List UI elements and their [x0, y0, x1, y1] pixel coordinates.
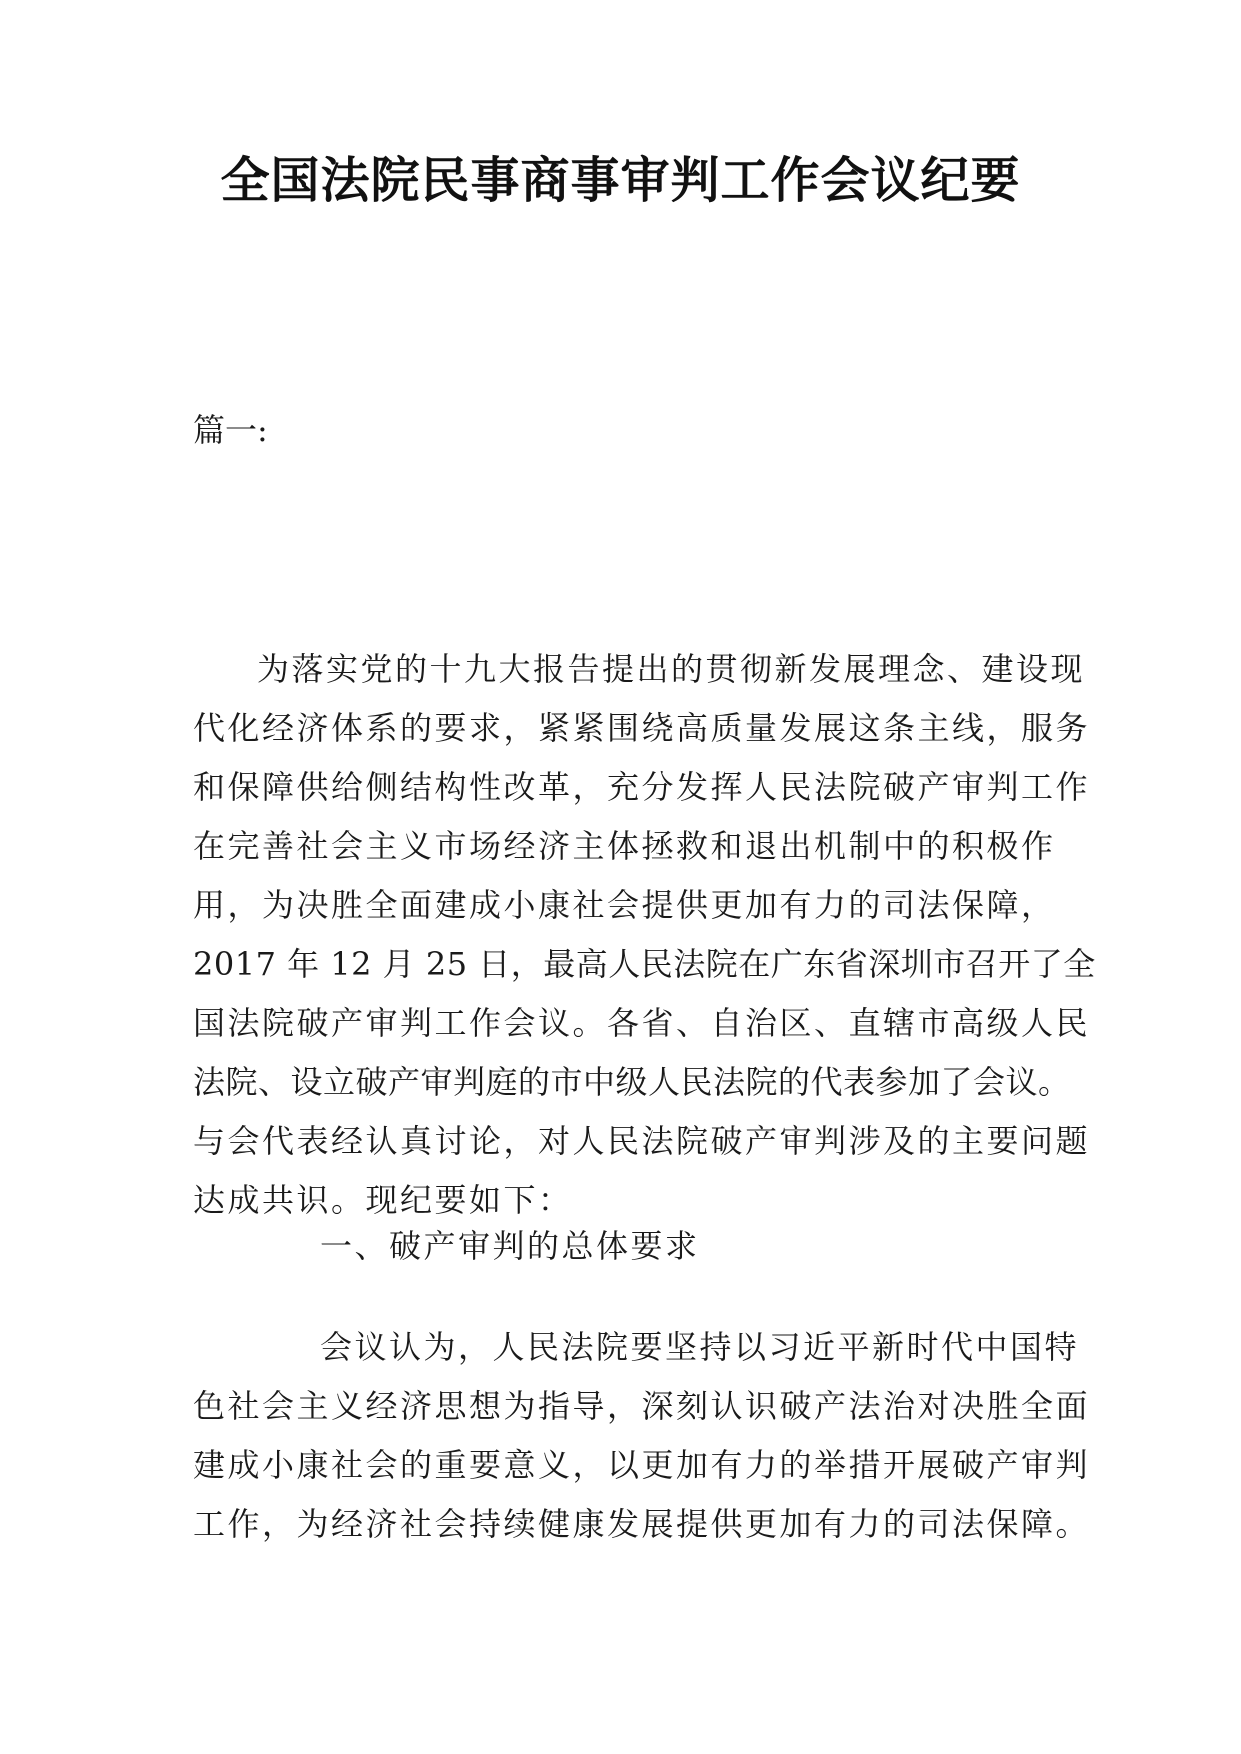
section-label: 篇一:	[193, 411, 268, 449]
paragraph-line: 2017 年 12 月 25 日，最高人民法院在广东省深圳市召开了全	[193, 945, 1096, 983]
section-heading: 一、破产审判的总体要求	[320, 1227, 700, 1265]
paragraph-line: 为落实党的十九大报告提出的贯彻新发展理念、建设现	[257, 650, 1086, 688]
paragraph-line: 法院、设立破产审判庭的市中级人民法院的代表参加了会议。	[193, 1063, 1071, 1101]
paragraph-1	[193, 640, 1096, 1230]
paragraph-line: 色社会主义经济思想为指导，深刻认识破产法治对决胜全面	[193, 1387, 1091, 1425]
paragraph-line: 在完善社会主义市场经济主体拯救和退出机制中的积极作	[193, 827, 1056, 865]
paragraph-line: 和保障供给侧结构性改革，充分发挥人民法院破产审判工作	[193, 768, 1091, 806]
paragraph-line: 会议认为，人民法院要坚持以习近平新时代中国特	[320, 1328, 1080, 1366]
paragraph-line: 国法院破产审判工作会议。各省、自治区、直辖市高级人民	[193, 1004, 1091, 1042]
paragraph-2	[193, 1318, 1091, 1554]
paragraph-line: 与会代表经认真讨论，对人民法院破产审判涉及的主要问题	[193, 1122, 1091, 1160]
paragraph-line: 代化经济体系的要求，紧紧围绕高质量发展这条主线，服务	[193, 709, 1091, 747]
paragraph-line: 工作，为经济社会持续健康发展提供更加有力的司法保障。	[193, 1505, 1091, 1543]
paragraph-line: 用，为决胜全面建成小康社会提供更加有力的司法保障，	[193, 886, 1056, 924]
paragraph-line: 建成小康社会的重要意义，以更加有力的举措开展破产审判	[193, 1446, 1091, 1484]
document-title: 全国法院民事商事审判工作会议纪要	[220, 152, 1021, 209]
paragraph-line: 达成共识。现纪要如下：	[193, 1181, 573, 1219]
